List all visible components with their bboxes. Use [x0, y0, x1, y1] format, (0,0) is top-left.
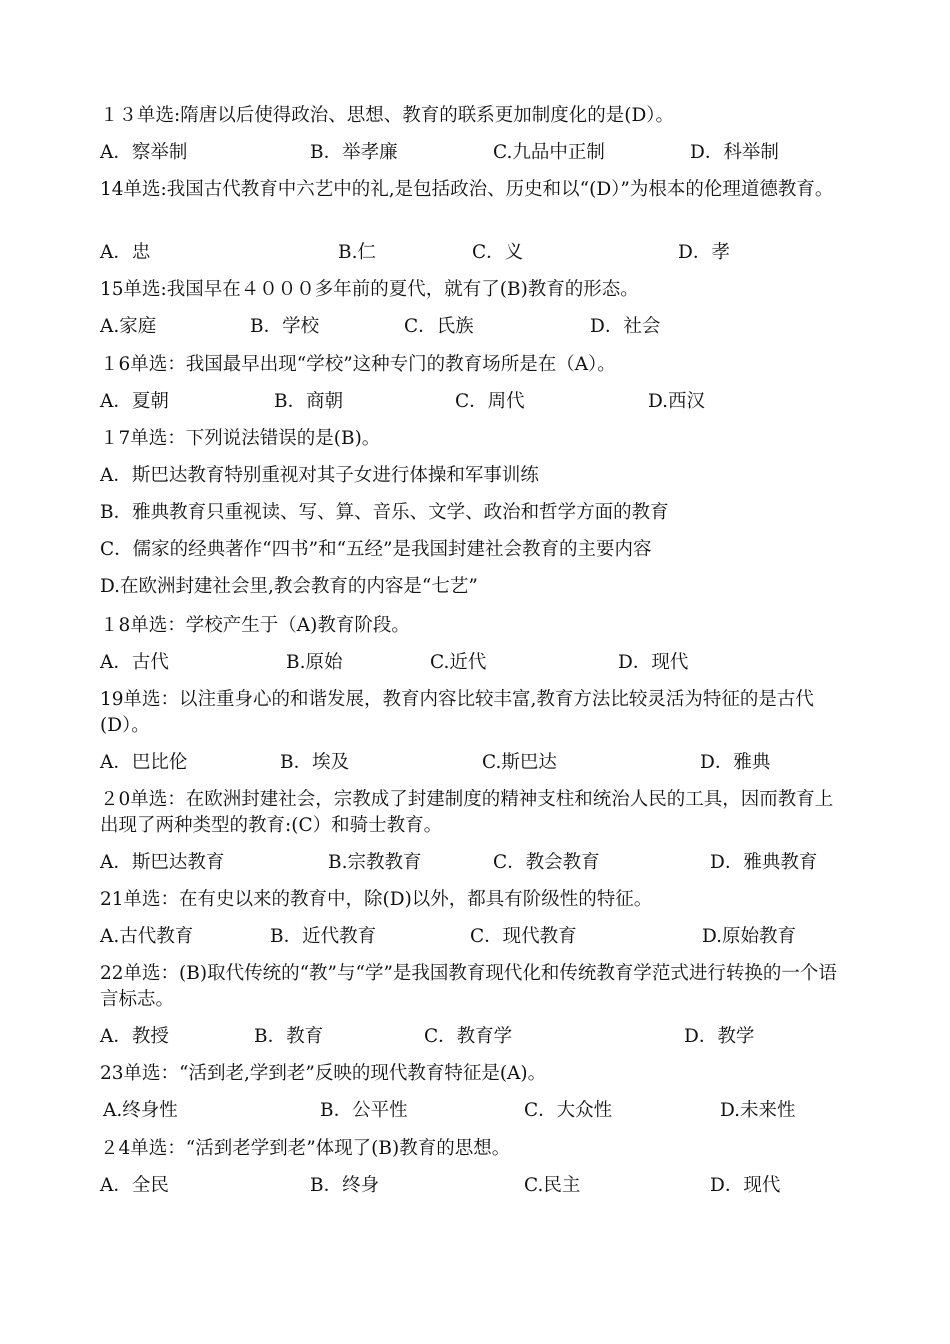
question-22-options — [100, 1024, 860, 1050]
question-20-stem: ２0单选：在欧洲封建社会，宗教成了封建制度的精神支柱和统治人民的工具，因而教育上出现了两种类型的教育:(C）和骑士教育。 — [100, 789, 834, 836]
question-21-stem: 21单选：在有史以来的教育中，除(D)以外，都具有阶级性的特征。 — [100, 889, 653, 910]
option-a: A．全民 — [100, 1175, 169, 1196]
question-21-options — [100, 924, 860, 950]
option-a: A．斯巴达教育 — [100, 852, 225, 873]
option-b: B.宗教教育 — [328, 852, 422, 873]
question-15-stem: 15单选:我国早在４０００多年前的夏代，就有了(B)教育的形态。 — [100, 279, 639, 300]
option-c: C.斯巴达 — [482, 752, 557, 773]
option-c: C.民主 — [524, 1175, 581, 1196]
option-a: A.终身性 — [103, 1100, 178, 1121]
option-b: B.仁 — [338, 242, 376, 263]
question-17-stem: １7单选：下列说法错误的是(B)。 — [100, 428, 381, 449]
option-c: C.九品中正制 — [493, 142, 605, 163]
option-d: D．孝 — [678, 242, 730, 263]
option-d: D．雅典 — [700, 752, 771, 773]
option-d: D.未来性 — [720, 1100, 796, 1121]
option-c: C．氏族 — [404, 316, 474, 337]
option-b: B．终身 — [310, 1175, 380, 1196]
question-14-stem: 14单选:我国古代教育中六艺中的礼,是包括政治、历史和以“(D）”为根本的伦理道德教育。 — [100, 179, 834, 200]
option-d: D．现代 — [710, 1175, 781, 1196]
option-d: D.西汉 — [648, 391, 706, 412]
question-20-options — [100, 850, 860, 876]
option-d: D.原始教育 — [702, 926, 797, 947]
option-b: B．埃及 — [280, 752, 350, 773]
statement-c: C．儒家的经典著作“四书”和“五经”是我国封建社会教育的主要内容 — [100, 539, 652, 560]
question-19-options — [100, 750, 860, 776]
option-d: D．社会 — [590, 316, 661, 337]
option-a: A．夏朝 — [100, 391, 169, 412]
option-c: C．义 — [472, 242, 524, 263]
option-d: D．教学 — [684, 1026, 755, 1047]
question-23-options — [100, 1098, 860, 1124]
option-b: B．学校 — [250, 316, 320, 337]
option-a: A．巴比伦 — [100, 752, 188, 773]
option-d: D．雅典教育 — [710, 852, 818, 873]
option-c: C．周代 — [455, 391, 525, 412]
question-18-options — [100, 650, 860, 676]
question-15-options — [100, 314, 860, 340]
option-c: C.近代 — [430, 652, 487, 673]
option-a: A．忠 — [100, 242, 151, 263]
option-b: B．教育 — [254, 1026, 324, 1047]
question-18-stem: １8单选：学校产生于（A)教育阶段。 — [100, 615, 410, 636]
option-c: C．大众性 — [524, 1100, 613, 1121]
question-24-stem: ２4单选：“活到老学到老”体现了(B)教育的思想。 — [100, 1138, 511, 1159]
option-a: A．察举制 — [100, 142, 188, 163]
question-19-stem: 19单选：以注重身心的和谐发展，教育内容比较丰富,教育方法比较灵活为特征的是古代(D）。 — [100, 689, 814, 736]
question-13-stem: １３单选:隋唐以后使得政治、思想、教育的联系更加制度化的是(D）。 — [100, 105, 675, 126]
option-d: D．科举制 — [690, 142, 779, 163]
statement-d: D.在欧洲封建社会里,教会教育的内容是“七艺” — [100, 576, 478, 597]
option-c: C．教育学 — [424, 1026, 513, 1047]
option-b: B.原始 — [286, 652, 343, 673]
option-a: A．教授 — [100, 1026, 169, 1047]
option-b: B．举孝廉 — [310, 142, 398, 163]
option-c: C．教会教育 — [493, 852, 600, 873]
question-14-options — [100, 240, 860, 266]
question-22-stem: 22单选：(B)取代传统的“教”与“学”是我国教育现代化和传统教育学范式进行转换的一个语言标志。 — [100, 963, 837, 1010]
option-d: D．现代 — [618, 652, 689, 673]
statement-a: A．斯巴达教育特别重视对其子女进行体操和军事训练 — [100, 465, 539, 486]
option-b: B．公平性 — [320, 1100, 408, 1121]
option-b: B．商朝 — [274, 391, 344, 412]
option-c: C．现代教育 — [470, 926, 577, 947]
question-23-stem: 23单选：“活到老,学到老”反映的现代教育特征是(A)。 — [100, 1063, 547, 1084]
option-a: A.古代教育 — [100, 926, 194, 947]
option-a: A．古代 — [100, 652, 169, 673]
question-16-options — [100, 389, 860, 415]
option-a: A.家庭 — [100, 316, 157, 337]
question-13-options — [100, 140, 860, 166]
question-16-stem: １6单选：我国最早出现“学校”这种专门的教育场所是在（A）。 — [100, 354, 616, 375]
option-b: B．近代教育 — [270, 926, 377, 947]
statement-b: B．雅典教育只重视读、写、算、音乐、文学、政治和哲学方面的教育 — [100, 502, 669, 523]
question-24-options — [100, 1173, 860, 1199]
